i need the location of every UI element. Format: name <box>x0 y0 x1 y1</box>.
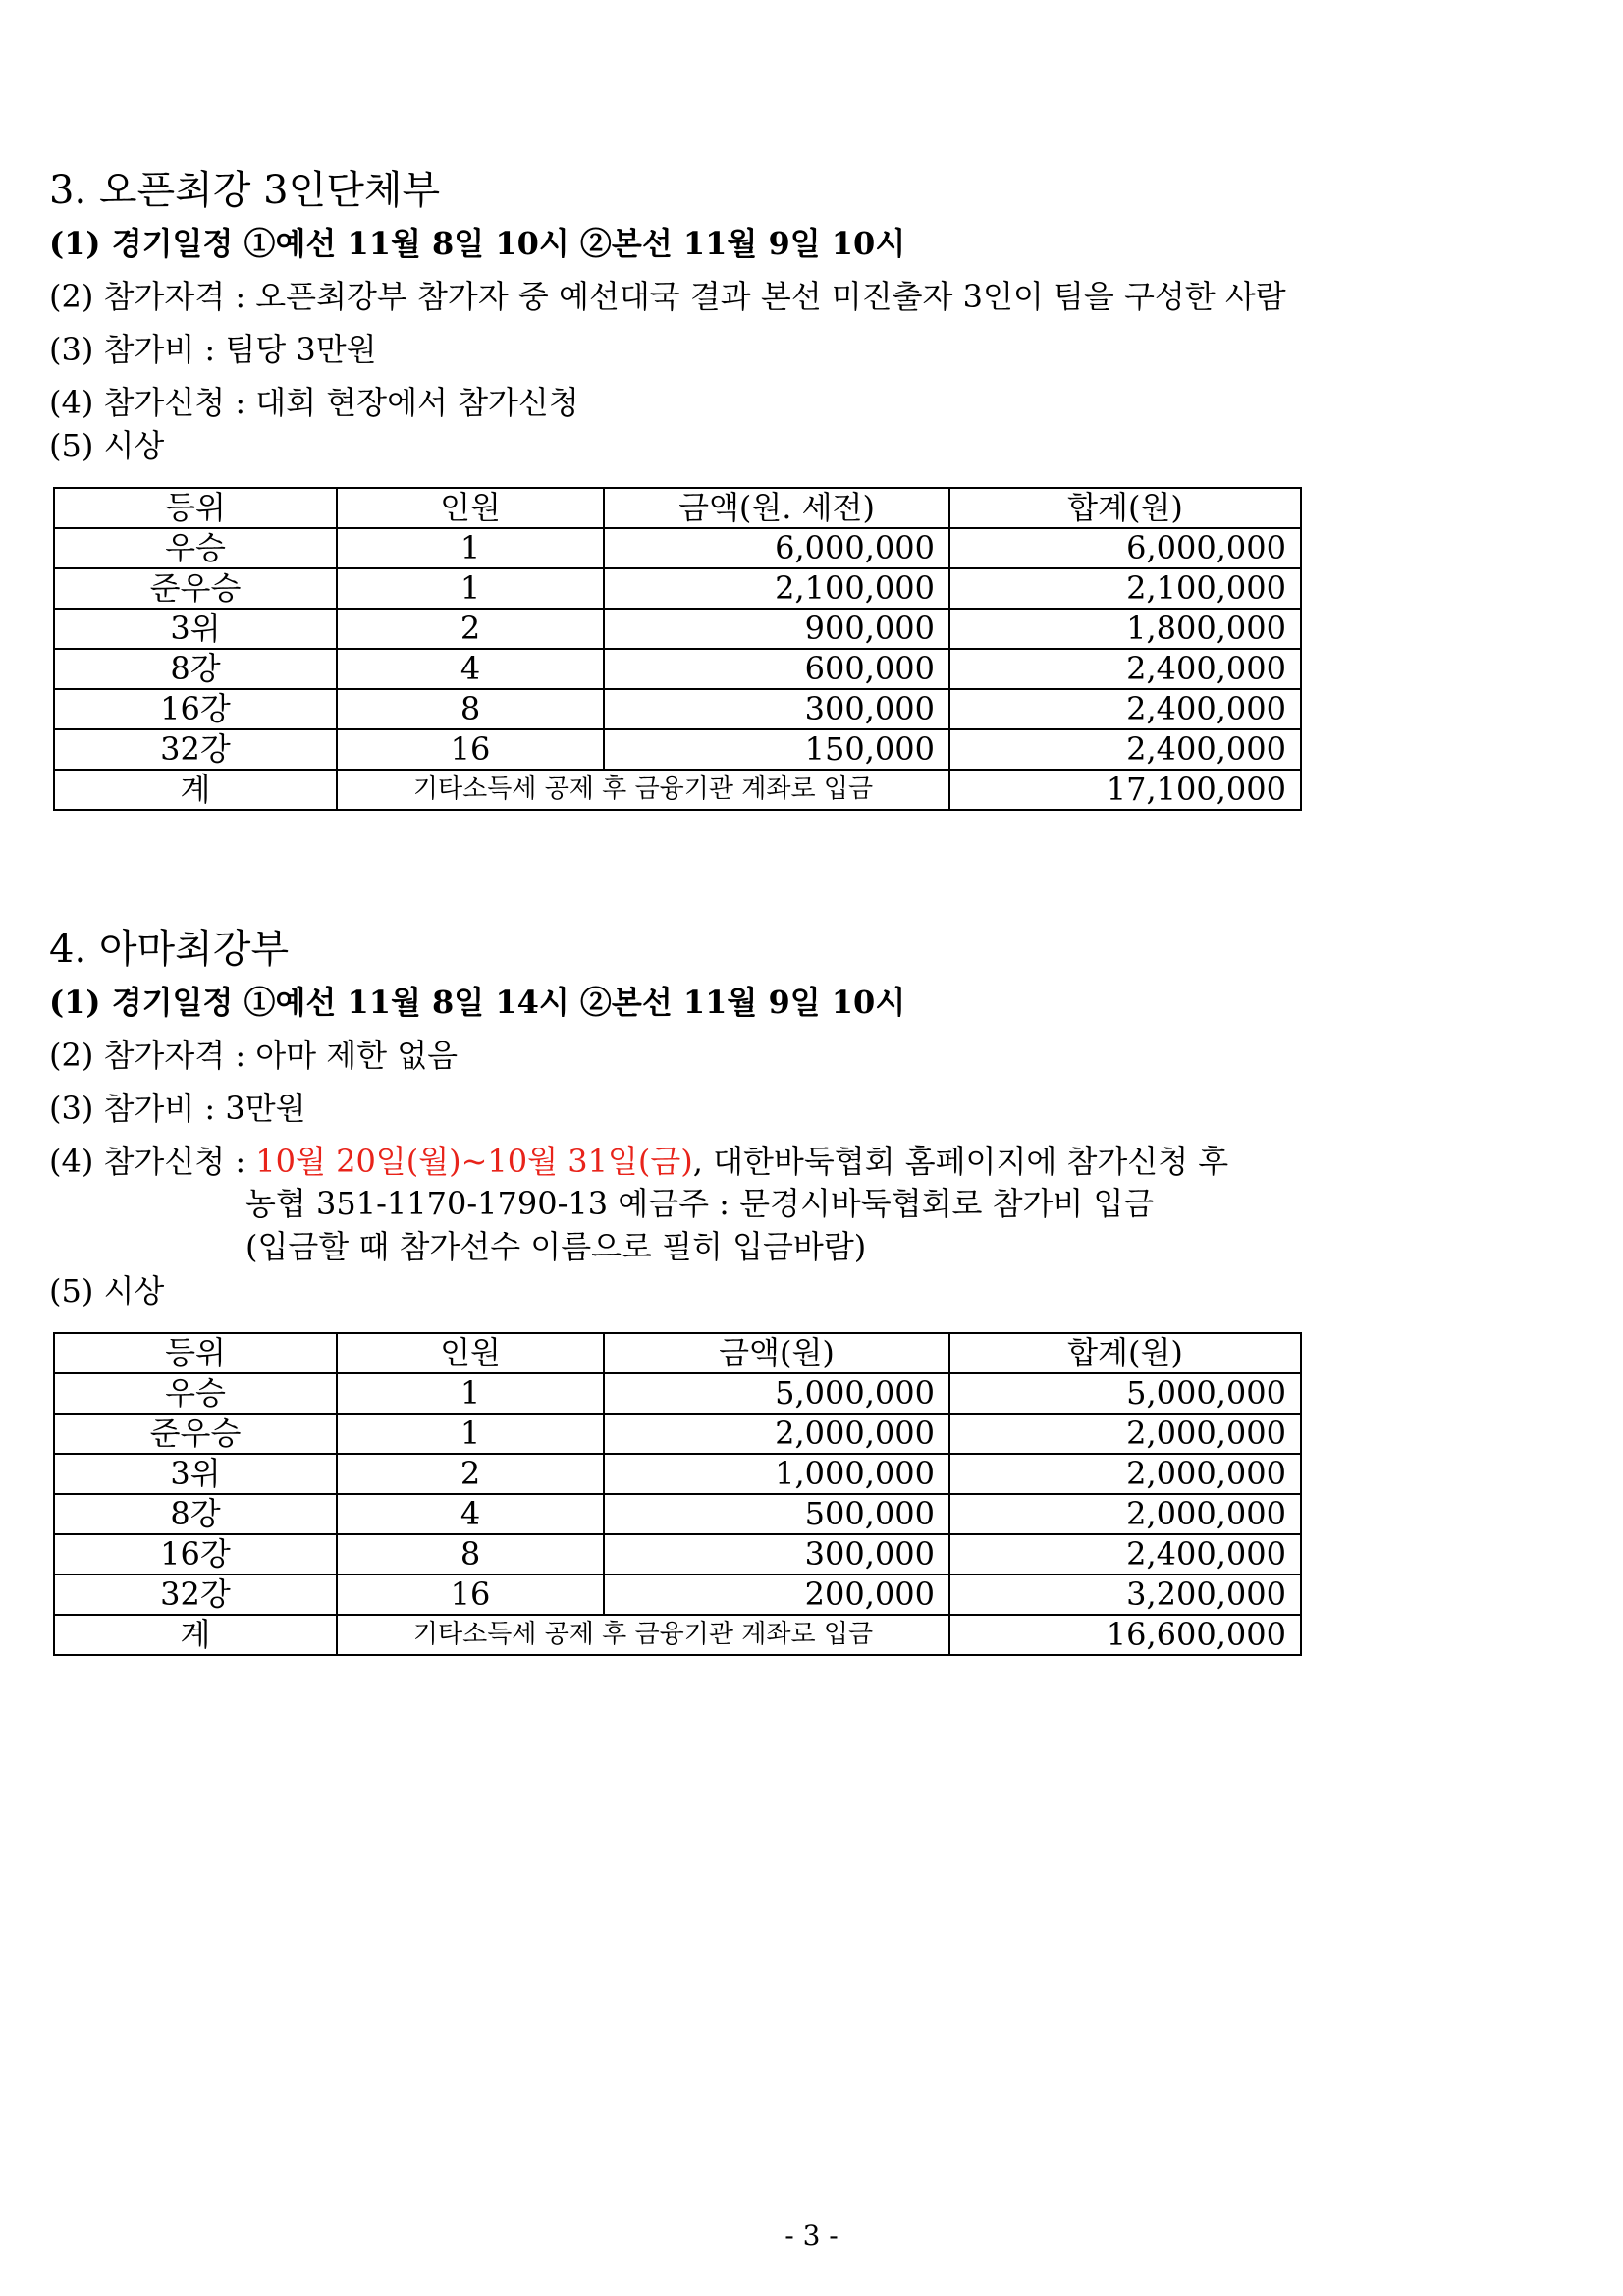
cell-total: 2,400,000 <box>949 729 1301 770</box>
header-count: 인원 <box>337 488 604 528</box>
cell-rank: 3위 <box>54 609 337 649</box>
cell-amount: 2,000,000 <box>604 1414 949 1454</box>
table-row <box>54 729 1301 770</box>
cell-count: 16 <box>337 1575 604 1615</box>
cell-amount: 300,000 <box>604 1534 949 1575</box>
cell-total: 2,400,000 <box>949 689 1301 729</box>
section-3-fee: (3) 참가비 : 팀당 3만원 <box>49 331 377 368</box>
cell-amount: 1,000,000 <box>604 1454 949 1494</box>
cell-amount: 500,000 <box>604 1494 949 1534</box>
table-row <box>54 528 1301 568</box>
cell-total-note: 기타소득세 공제 후 금융기관 계좌로 입금 <box>337 1615 949 1655</box>
cell-count: 8 <box>337 689 604 729</box>
cell-rank: 16강 <box>54 689 337 729</box>
section-4-prizes-heading: (5) 시상 <box>49 1272 165 1309</box>
cell-amount: 6,000,000 <box>604 528 949 568</box>
cell-amount: 900,000 <box>604 609 949 649</box>
cell-total: 2,000,000 <box>949 1494 1301 1534</box>
section-3-schedule: (1) 경기일정 ①예선 11월 8일 10시 ②본선 11월 9일 10시 <box>49 225 906 262</box>
cell-amount: 2,100,000 <box>604 568 949 609</box>
page-number: - 3 - <box>784 2219 839 2252</box>
section-4-bank-account: 농협 351-1170-1790-13 예금주 : 문경시바둑협회로 참가비 입금 <box>245 1185 1155 1222</box>
cell-rank: 우승 <box>54 1373 337 1414</box>
section-3-eligibility: (2) 참가자격 : 오픈최강부 참가자 중 예선대국 결과 본선 미진출자 3인이 팀을 구성한 사람 <box>49 278 1286 315</box>
cell-total: 2,400,000 <box>949 649 1301 689</box>
cell-amount: 5,000,000 <box>604 1373 949 1414</box>
table-row <box>54 568 1301 609</box>
table-total-row <box>54 770 1301 810</box>
table-total-row <box>54 1615 1301 1655</box>
table-row <box>54 1414 1301 1454</box>
registration-dates: 10월 20일(월)~10월 31일(금) <box>255 1143 693 1180</box>
cell-rank: 32강 <box>54 729 337 770</box>
cell-total-note: 기타소득세 공제 후 금융기관 계좌로 입금 <box>337 770 949 810</box>
cell-grand-total: 16,600,000 <box>949 1615 1301 1655</box>
header-amount: 금액(원. 세전) <box>604 488 949 528</box>
header-amount: 금액(원) <box>604 1333 949 1373</box>
table-row <box>54 1494 1301 1534</box>
cell-amount: 600,000 <box>604 649 949 689</box>
header-total: 합계(원) <box>949 1333 1301 1373</box>
section-3-prize-table <box>53 487 1302 811</box>
table-row <box>54 609 1301 649</box>
cell-total: 2,000,000 <box>949 1414 1301 1454</box>
cell-amount: 200,000 <box>604 1575 949 1615</box>
header-rank: 등위 <box>54 1333 337 1373</box>
cell-count: 4 <box>337 1494 604 1534</box>
cell-count: 4 <box>337 649 604 689</box>
cell-rank: 우승 <box>54 528 337 568</box>
cell-count: 2 <box>337 609 604 649</box>
table-header-row <box>54 488 1301 528</box>
section-3-title: 3. 오픈최강 3인단체부 <box>49 168 441 213</box>
cell-count: 1 <box>337 1373 604 1414</box>
cell-rank: 3위 <box>54 1454 337 1494</box>
cell-total: 5,000,000 <box>949 1373 1301 1414</box>
cell-count: 2 <box>337 1454 604 1494</box>
cell-count: 1 <box>337 568 604 609</box>
table-row <box>54 1373 1301 1414</box>
section-4-fee: (3) 참가비 : 3만원 <box>49 1090 306 1127</box>
cell-total: 2,000,000 <box>949 1454 1301 1494</box>
registration-label: (4) 참가신청 : <box>49 1143 256 1180</box>
table-header-row <box>54 1333 1301 1373</box>
cell-total-label: 계 <box>54 770 337 810</box>
cell-count: 1 <box>337 528 604 568</box>
cell-count: 8 <box>337 1534 604 1575</box>
cell-count: 1 <box>337 1414 604 1454</box>
cell-total-label: 계 <box>54 1615 337 1655</box>
cell-total: 1,800,000 <box>949 609 1301 649</box>
cell-rank: 준우승 <box>54 568 337 609</box>
table-row <box>54 1575 1301 1615</box>
cell-rank: 16강 <box>54 1534 337 1575</box>
table-row <box>54 649 1301 689</box>
cell-total: 3,200,000 <box>949 1575 1301 1615</box>
section-3-registration: (4) 참가신청 : 대회 현장에서 참가신청 <box>49 384 579 421</box>
cell-total: 6,000,000 <box>949 528 1301 568</box>
header-total: 합계(원) <box>949 488 1301 528</box>
header-count: 인원 <box>337 1333 604 1373</box>
section-4-prize-table <box>53 1332 1302 1656</box>
section-4-registration <box>49 1144 1228 1179</box>
section-4-title: 4. 아마최강부 <box>49 927 290 972</box>
cell-count: 16 <box>337 729 604 770</box>
cell-rank: 32강 <box>54 1575 337 1615</box>
cell-total: 2,100,000 <box>949 568 1301 609</box>
section-4-deposit-note: (입금할 때 참가선수 이름으로 필히 입금바람) <box>245 1228 867 1265</box>
table-row <box>54 689 1301 729</box>
table-row <box>54 1534 1301 1575</box>
cell-rank: 8강 <box>54 649 337 689</box>
cell-rank: 8강 <box>54 1494 337 1534</box>
registration-text: , 대한바둑협회 홈페이지에 참가신청 후 <box>692 1143 1229 1180</box>
section-4-schedule: (1) 경기일정 ①예선 11월 8일 14시 ②본선 11월 9일 10시 <box>49 984 906 1021</box>
cell-grand-total: 17,100,000 <box>949 770 1301 810</box>
section-4-eligibility: (2) 참가자격 : 아마 제한 없음 <box>49 1037 459 1074</box>
cell-rank: 준우승 <box>54 1414 337 1454</box>
cell-amount: 150,000 <box>604 729 949 770</box>
cell-total: 2,400,000 <box>949 1534 1301 1575</box>
table-row <box>54 1454 1301 1494</box>
header-rank: 등위 <box>54 488 337 528</box>
cell-amount: 300,000 <box>604 689 949 729</box>
section-3-prizes-heading: (5) 시상 <box>49 427 165 464</box>
